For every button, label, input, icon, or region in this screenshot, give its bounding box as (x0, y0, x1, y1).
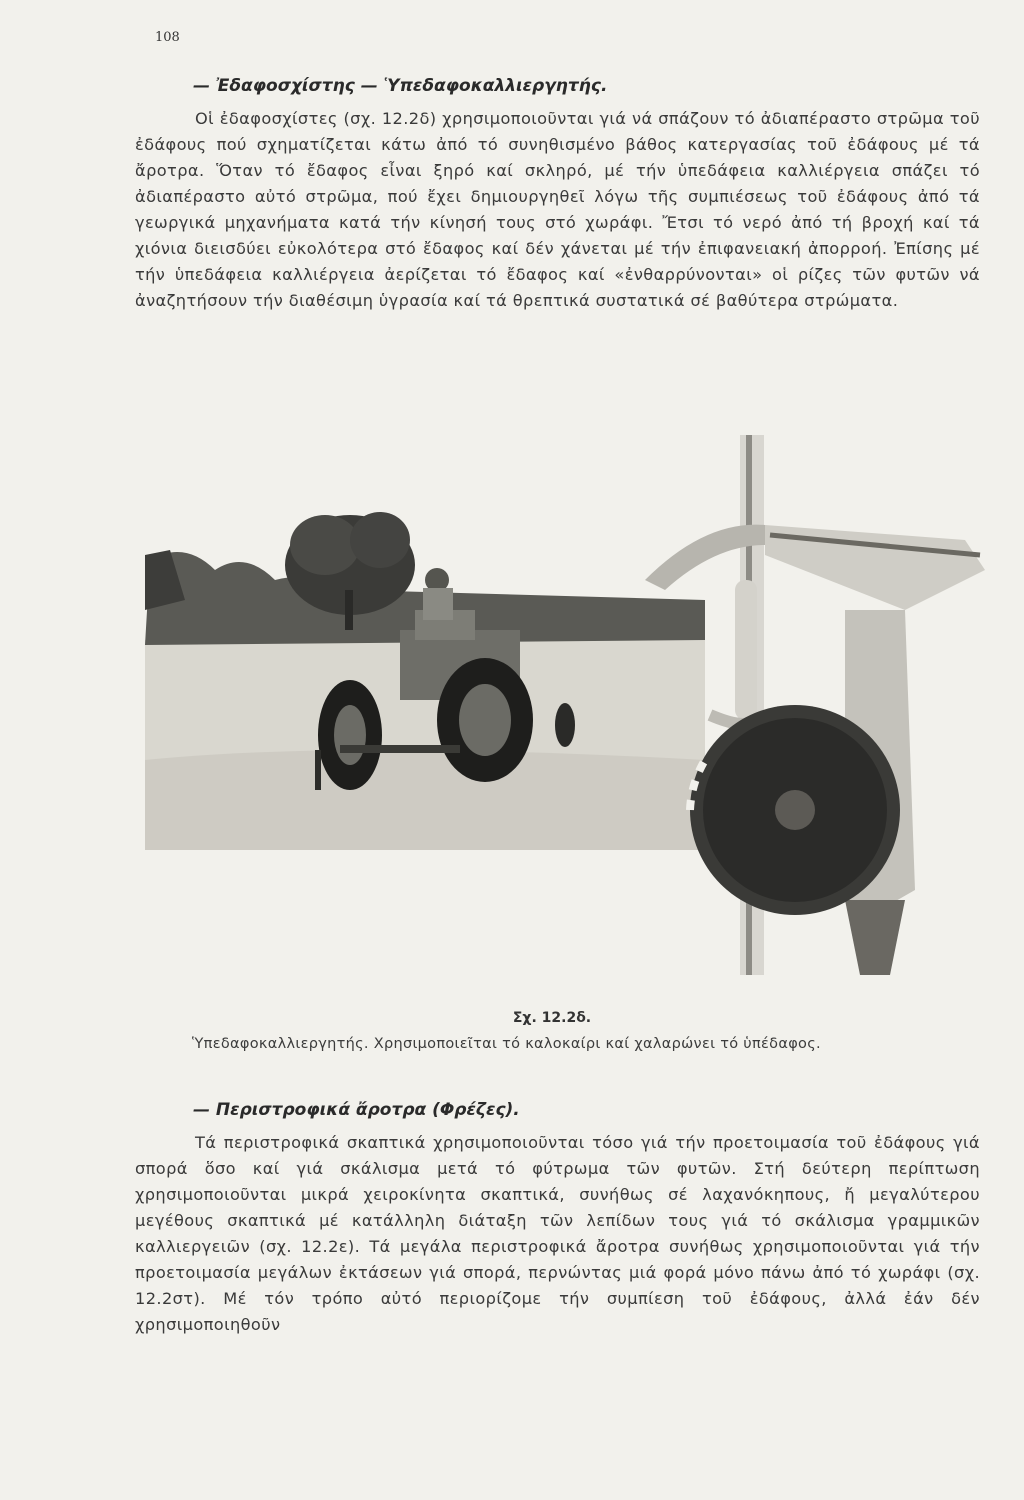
section-paragraph: Οἱ ἐδαφοσχίστες (σχ. 12.2δ) χρησιμοποιοῦνται γιά νά σπάζουν τό ἀδιαπέραστο στρῶμα τοῦ ἐδάφους πού σχηματίζεται κάτω ἀπό τό συνηθισμένο βάθος κατεργασίας τοῦ ἐδάφους μέ τά ἄροτρα. Ὅταν τό ἔδαφος εἶναι ξηρό καί σκληρό, μέ τήν ὑπεδάφεια καλλιέργεια σπάζει τό ἀδιαπέραστο αὐτό στρῶμα, πού ἔχει δημιουργηθεῖ λόγω τῆς συμπιέσεως τοῦ ἐδάφους ἀπό τά γεωργικά μηχανήματα κατά τήν κίνησή τους στό χωράφι. Ἔτσι τό νερό ἀπό τή βροχή καί τά χιόνια διεισδύει εὐκολότερα στό ἔδαφος καί δέν χάνεται μέ τήν ἐπιφανειακή ἀπορροή. Ἐπίσης μέ τήν ὑπεδάφεια καλλιέργεια ἀερίζεται τό ἔδαφος καί «ἐνθαρρύνονται» οἱ ρίζες τῶν φυτῶν νά ἀναζητήσουν τήν διαθέσιμη ὑγρασία καί τά θρεπτικά συστατικά σέ βαθύτερα στρώματα. (135, 109, 980, 310)
section-paragraph: Τά περιστροφικά σκαπτικά χρησιμοποιοῦνται τόσο γιά τήν προετοιμασία τοῦ ἐδάφους γιά σπορά ὅσο καί γιά σκάλισμα μετά τό φύτρωμα τῶν φυτῶν. Στή δεύτερη περίπτωση χρησιμοποιοῦνται μικρά χειροκίνητα σκαπτικά, συνήθως σέ λαχανόκηπους, ἤ μεγαλύτερου μεγέθους σκαπτικά μέ κατάλληλη διάταξη τῶν λεπίδων τους γιά τό σκάλισμα γραμμικῶν καλλιεργειῶν (σχ. 12.2ε). Τά μεγάλα περιστροφικά ἄροτρα συνήθως χρησιμοποιοῦνται γιά τήν προετοιμασία μεγάλων ἐκτάσεων γιά σπορά, περνώντας μιά φορά μόνο πάνω ἀπό τό χωράφι (σχ. 12.2στ). Μέ τόν τρόπο αὐτό περιορίζομε τήν συμπίεση τοῦ ἐδάφους, ἀλλά ἐάν δέν χρησιμοποιηθοῦν (135, 1133, 980, 1334)
section-rotary-tillers (135, 1100, 980, 1338)
section-subsoiler (135, 76, 980, 314)
figure-label: Σχ. 12.2δ. (512, 1010, 592, 1026)
figure-photo-subsoiler (145, 430, 985, 980)
page-number: 108 (155, 30, 180, 45)
section-heading: — Περιστροφικά ἄροτρα (Φρέζες). (193, 1100, 520, 1120)
figure-caption: Ὑπεδαφοκαλλιεργητής. Χρησιμοποιεῖται τό καλοκαίρι καί χαλαρώνει τό ὑπέδαφος. (192, 1036, 821, 1052)
section-heading: — Ἐδαφοσχίστης — Ὑπεδαφοκαλλιεργητής. (193, 76, 608, 96)
subsoiler-photo-illustration (145, 430, 985, 980)
